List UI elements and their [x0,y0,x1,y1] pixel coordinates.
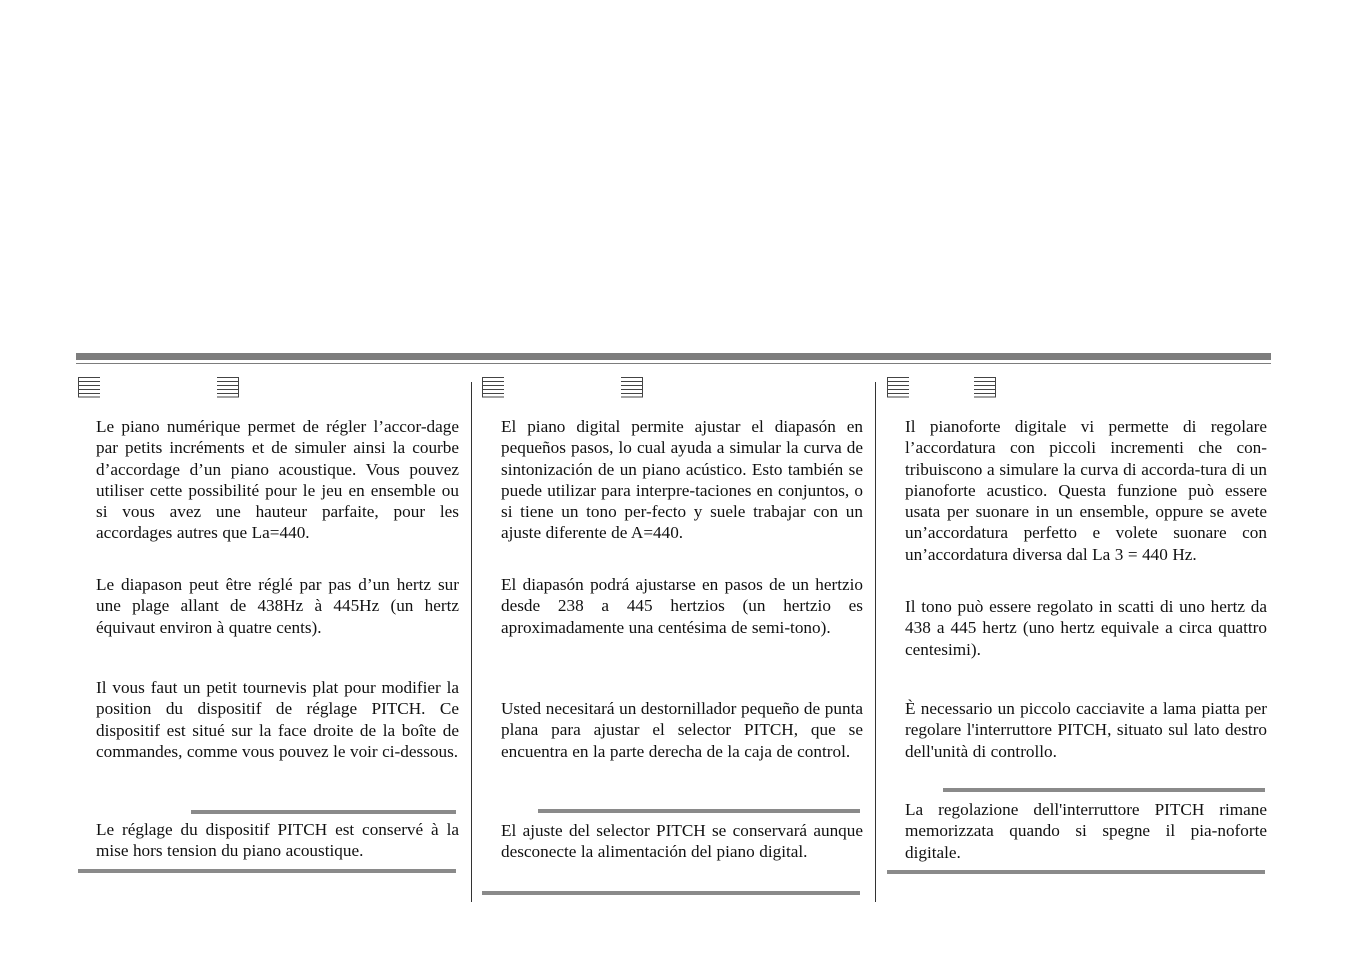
header-rule-thin [76,363,1271,364]
note-rule-top [943,788,1265,792]
paragraph: El diapasón podrá ajustarse en pasos de un hertzio desde 238 a 445 hertzios (un hertzio es aproximadamente una centésima de semi-tono). [501,575,863,637]
note-rule-bottom [482,891,860,895]
note-text: El ajuste del selector PITCH se conservará aunque desconecte la alimentación del piano digital. [501,821,863,862]
lined-list-icon [217,376,239,398]
paragraph: Il pianoforte digitale vi permette di regolare l’accordatura con piccoli incrementi che con-tribuiscono a simulare la curva di accorda-tura di un pianoforte acustico. Questa funzione può essere usata per suonare in un ensemble, oppure se avete un’accordatura perfetto e volete suonare con un’accordatura diversa dal La 3 = 440 Hz. [905,417,1267,564]
paragraph: Usted necesitará un destornillador pequeño de punta plana para ajustar el selector PITCH, que se encuentra en la parte derecha de la caja de control. [501,699,863,761]
header-rule-thick [76,353,1271,360]
paragraph: Il vous faut un petit tournevis plat pour modifier la position du dispositif de réglage PITCH. Ce dispositif est situé sur la face droite de la boîte de commandes, comme vous pouvez le voir ci-dessous. [96,678,459,761]
note-rule-bottom [78,869,456,873]
paragraph: El piano digital permite ajustar el diapasón en pequeños pasos, lo cual ayuda a simular la curva de sintonización de un piano acústico. Esto también se puede utilizar para interpre-taciones en conjuntos, o si tiene un tono per-fecto y suele trabajar con un ajuste diferente de A=440. [501,417,863,543]
lined-list-icon [78,376,100,398]
note-text: La regolazione dell'interruttore PITCH rimane memorizzata quando si spegne il pia-noforte digitale. [905,800,1267,862]
column-divider [875,382,876,902]
paragraph: È necessario un piccolo cacciavite a lama piatta per regolare l'interruttore PITCH, situato sul lato destro dell'unità di controllo. [905,699,1267,761]
paragraph: Le piano numérique permet de régler l’accor-dage par petits incréments et de simuler ainsi la courbe d’accordage d’un piano acoustique. Vous pouvez utiliser cette possibilité pour le jeu en ensemble ou si vous avez une hauteur parfaite, pour les accordages autres que La=440. [96,417,459,543]
lined-list-icon [974,376,996,398]
lined-list-icon [482,376,504,398]
note-rule-top [538,809,860,813]
lined-list-icon [621,376,643,398]
column-divider [471,382,472,902]
note-rule-top [191,810,456,814]
note-rule-bottom [887,870,1265,874]
lined-list-icon [887,376,909,398]
paragraph: Il tono può essere regolato in scatti di uno hertz da 438 a 445 hertz (uno hertz equivale a circa quattro centesimi). [905,597,1267,659]
paragraph: Le diapason peut être réglé par pas d’un hertz sur une plage allant de 438Hz à 445Hz (un hertz équivaut environ à quatre cents). [96,575,459,637]
note-text: Le réglage du dispositif PITCH est conservé à la mise hors tension du piano acoustique. [96,820,459,861]
